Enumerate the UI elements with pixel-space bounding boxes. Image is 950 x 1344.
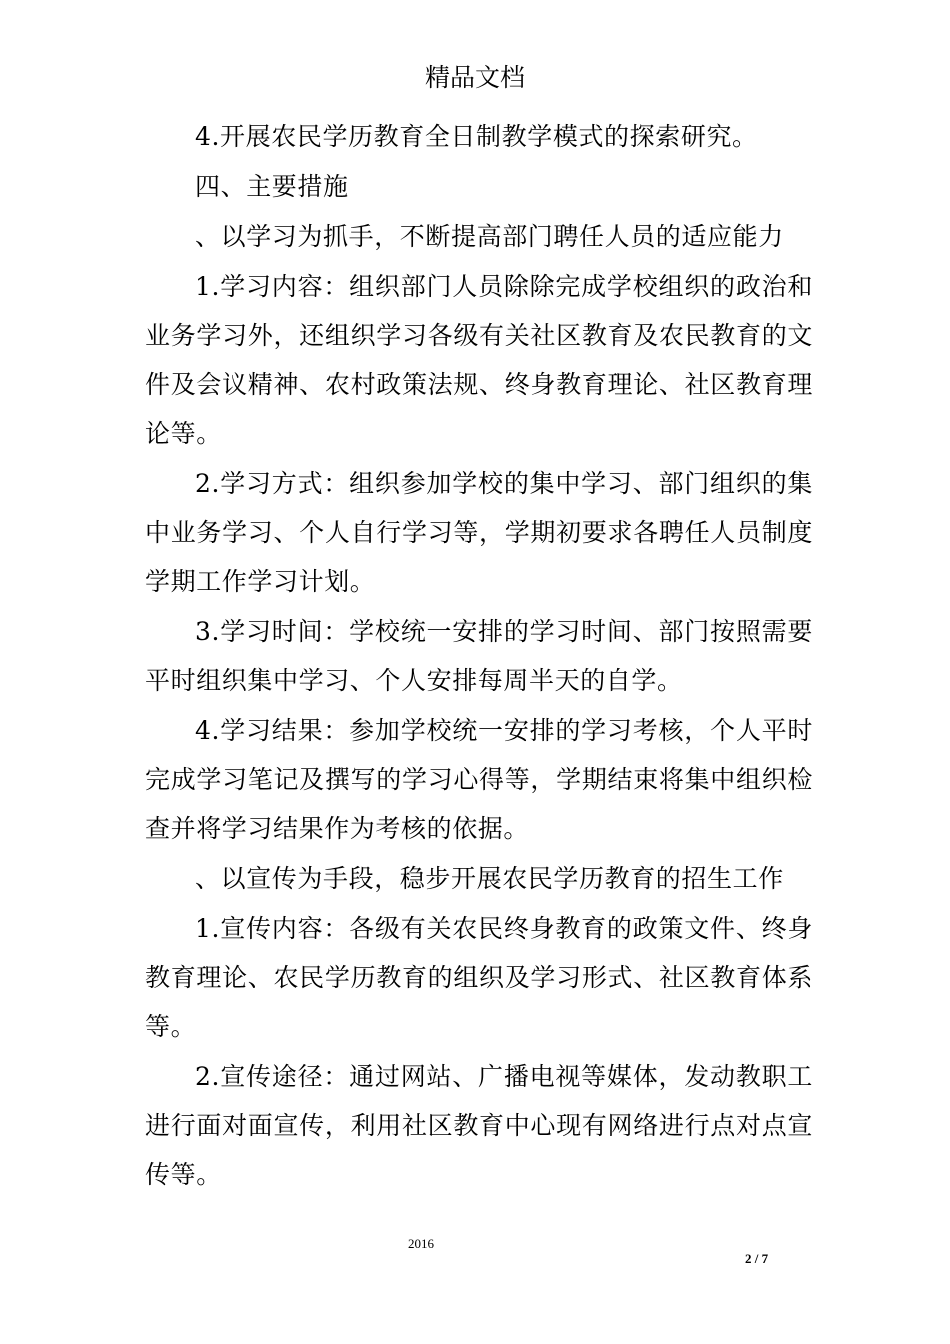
subsection-heading-publicity: 、以宣传为手段，稳步开展农民学历教育的招生工作 bbox=[195, 864, 784, 893]
section-heading-measures: 四、主要措施 bbox=[195, 172, 349, 201]
page-number-indicator: 2 / 7 bbox=[745, 1251, 769, 1266]
paragraph-publicity-content: 1.宣传内容：各级有关农民终身教育的政策文件、终身教育理论、农民学历教育的组织及学习形式、社区教育体系等。 bbox=[145, 914, 813, 1041]
paragraph-publicity-channels: 2.宣传途径：通过网站、广播电视等媒体，发动教职工进行面对面宣传，利用社区教育中心现有网络进行点对点宣传等。 bbox=[145, 1062, 813, 1189]
paragraph-learning-result: 4.学习结果：参加学校统一安排的学习考核，个人平时完成学习笔记及撰写的学习心得等，学期结束将集中组织检查并将学习结果作为考核的依据。 bbox=[145, 716, 813, 843]
paragraph-learning-content: 1.学习内容：组织部门人员除除完成学校组织的政治和业务学习外，还组织学习各级有关社区教育及农民教育的文件及会议精神、农村政策法规、终身教育理论、社区教育理论等。 bbox=[145, 272, 813, 448]
paragraph-learning-time: 3.学习时间：学校统一安排的学习时间、部门按照需要平时组织集中学习、个人安排每周半天的自学。 bbox=[145, 617, 813, 695]
document-body bbox=[145, 112, 813, 1199]
page-header-title: 精品文档 bbox=[424, 63, 525, 92]
subsection-heading-learning: 、以学习为抓手，不断提高部门聘任人员的适应能力 bbox=[195, 222, 784, 251]
paragraph-1: 4.开展农民学历教育全日制教学模式的探索研究。 bbox=[195, 122, 758, 151]
footer-year: 2016 bbox=[408, 1236, 434, 1251]
paragraph-learning-method: 2.学习方式：组织参加学校的集中学习、部门组织的集中业务学习、个人自行学习等，学期初要求各聘任人员制度学期工作学习计划。 bbox=[145, 469, 813, 596]
